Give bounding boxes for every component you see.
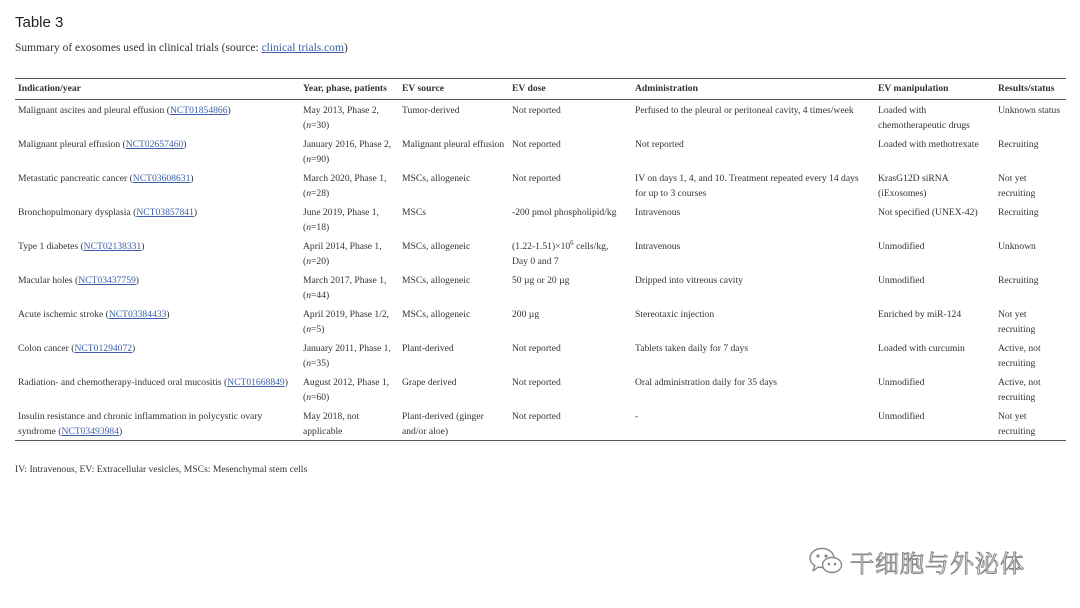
n-symbol: n xyxy=(306,154,311,165)
table-row xyxy=(15,100,1066,135)
patient-count: 28 xyxy=(316,188,327,199)
cell-administration: Dripped into vitreous cavity xyxy=(635,275,743,286)
cell-ev-source: MSCs, allogeneic xyxy=(402,241,471,252)
year-phase-text: March 2017, Phase 1, xyxy=(303,275,387,286)
cell-ev-manipulation: Loaded with methotrexate xyxy=(878,139,979,150)
cell-administration: Oral administration daily for 35 days xyxy=(635,377,778,388)
cell-ev-manipulation: Unmodified xyxy=(878,241,925,252)
table-row xyxy=(15,168,1066,202)
cell-status: Not yet recruiting xyxy=(998,173,1036,199)
patient-count: 5 xyxy=(316,324,322,335)
cell-administration: Tablets taken daily for 7 days xyxy=(635,343,749,354)
cell-ev-source: MSCs, allogeneic xyxy=(402,309,471,320)
cell-status: Active, not recruiting xyxy=(998,343,1041,369)
indication-tail: ) xyxy=(119,426,123,437)
cell-year-phase xyxy=(300,406,399,441)
year-phase-text: May 2018, not applicable xyxy=(303,411,360,437)
cell-year-phase: June 2019, Phase 1, (n=18) xyxy=(303,207,379,233)
year-phase-text: January 2011, Phase 1, xyxy=(303,343,391,354)
nct-link[interactable]: NCT01668849 xyxy=(227,377,285,388)
cell-status: Recruiting xyxy=(998,275,1039,286)
n-symbol: n xyxy=(306,324,311,335)
indication-text: Type 1 diabetes ( xyxy=(18,241,84,252)
n-symbol: n xyxy=(306,188,311,199)
cell-administration: - xyxy=(635,411,639,422)
cell-ev-dose: 50 µg or 20 µg xyxy=(512,275,570,286)
cell-year-phase: May 2013, Phase 2, (n=30) xyxy=(303,105,379,131)
patient-count: 30 xyxy=(316,120,327,131)
cell-administration: Not reported xyxy=(635,139,684,150)
dose-exponent: 6 xyxy=(570,238,574,247)
cell-ev-source: MSCs xyxy=(402,207,426,218)
cell-ev-source: MSCs, allogeneic xyxy=(402,275,471,286)
cell-ev-dose: Not reported xyxy=(512,377,561,388)
cell-ev-dose: Not reported xyxy=(512,139,561,150)
table-row xyxy=(15,236,1066,270)
table-row xyxy=(15,134,1066,168)
indication-tail: ) xyxy=(132,343,136,354)
cell-ev-manipulation: Loaded with chemotherapeutic drugs xyxy=(878,105,970,131)
indication-text: Acute ischemic stroke ( xyxy=(18,309,109,320)
nct-link[interactable]: NCT03493984 xyxy=(61,426,119,437)
patient-count: 18 xyxy=(316,222,327,233)
cell-ev-source: Malignant pleural effusion xyxy=(402,139,505,150)
cell-indication xyxy=(15,270,300,304)
dose-range: (1.22-1.51)×10 xyxy=(512,241,571,252)
cell-ev-dose: Not reported xyxy=(512,173,561,184)
caption-suffix: ) xyxy=(343,42,348,54)
cell-year-phase: January 2011, Phase 1, (n=35) xyxy=(303,343,391,369)
n-symbol: n xyxy=(306,256,311,267)
indication-tail: ) xyxy=(166,309,170,320)
dose-schedule: Day 0 and 7 xyxy=(512,256,559,267)
indication-text: Insulin resistance and chronic inflammation in polycystic ovary syndrome ( xyxy=(18,411,263,437)
indication-text: Colon cancer ( xyxy=(18,343,75,354)
year-phase-text: April 2019, Phase 1/2, xyxy=(303,309,390,320)
nct-link[interactable]: NCT03857841 xyxy=(136,207,194,218)
indication-tail: ) xyxy=(141,241,145,252)
cell-year-phase: August 2012, Phase 1, (n=60) xyxy=(303,377,390,403)
cell-ev-manipulation: Loaded with curcumin xyxy=(878,343,965,354)
cell-status: Unknown xyxy=(998,241,1036,252)
caption-source-link[interactable]: clinical trials.com xyxy=(261,42,344,54)
cell-status: Recruiting xyxy=(998,139,1039,150)
cell-ev-manipulation: KrasG12D siRNA (iExosomes) xyxy=(878,173,949,199)
cell-indication xyxy=(15,236,300,270)
n-symbol: n xyxy=(306,392,311,403)
wechat-icon xyxy=(808,546,844,576)
year-phase-text: August 2012, Phase 1, xyxy=(303,377,390,388)
header-source: EV source xyxy=(399,79,509,100)
cell-ev-dose xyxy=(509,236,632,270)
cell-ev-dose: Not reported xyxy=(512,105,561,116)
cell-ev-dose: 200 µg xyxy=(512,309,540,320)
cell-status: Recruiting xyxy=(998,207,1039,218)
table-footnote: IV: Intravenous, EV: Extracellular vesicles, MSCs: Mesenchymal stem cells xyxy=(15,464,308,475)
patient-count: 44 xyxy=(316,290,327,301)
cell-status: Not yet recruiting xyxy=(998,309,1036,335)
header-status: Results/status xyxy=(995,79,1066,100)
cell-indication xyxy=(15,406,300,441)
indication-text: Malignant pleural effusion ( xyxy=(18,139,126,150)
cell-administration: IV on days 1, 4, and 10. Treatment repeated every 14 days for up to 3 courses xyxy=(635,173,859,199)
cell-indication xyxy=(15,372,300,406)
cell-ev-source: Plant-derived (ginger and/or aloe) xyxy=(402,411,484,437)
watermark xyxy=(808,544,1025,578)
cell-ev-source: Plant-derived xyxy=(402,343,454,354)
indication-tail: ) xyxy=(193,207,198,218)
indication-tail: ) xyxy=(284,377,288,388)
cell-indication xyxy=(15,168,300,202)
cell-indication xyxy=(15,202,300,236)
header-year: Year, phase, patients xyxy=(300,79,399,100)
cell-administration: Intravenous xyxy=(635,207,681,218)
table-row xyxy=(15,406,1066,441)
cell-indication xyxy=(15,100,300,135)
table-row xyxy=(15,372,1066,406)
caption-prefix: Summary of exosomes used in clinical trials (source: xyxy=(15,42,262,54)
cell-year-phase: April 2019, Phase 1/2, (n=5) xyxy=(303,309,390,335)
cell-indication xyxy=(15,304,300,338)
patient-count: 90 xyxy=(316,154,327,165)
cell-ev-manipulation: Unmodified xyxy=(878,275,925,286)
indication-tail: ) xyxy=(135,275,139,286)
table-caption xyxy=(15,42,348,54)
nct-link[interactable]: NCT01294072 xyxy=(74,343,133,354)
indication-text: Macular holes ( xyxy=(18,275,79,286)
indication-tail: ) xyxy=(183,139,187,150)
nct-link[interactable]: NCT02657460 xyxy=(125,139,184,150)
patient-count: 60 xyxy=(316,392,327,403)
cell-administration: Stereotaxic injection xyxy=(635,309,715,320)
year-phase-text: March 2020, Phase 1, xyxy=(303,173,387,184)
indication-tail: ) xyxy=(190,173,194,184)
cell-ev-dose: Not reported xyxy=(512,343,561,354)
cell-year-phase: March 2020, Phase 1, (n=28) xyxy=(303,173,387,199)
table-row xyxy=(15,304,1066,338)
patient-count: 20 xyxy=(316,256,327,267)
cell-administration: Perfused to the pleural or peritoneal cavity, 4 times/week xyxy=(635,105,854,116)
nct-link[interactable]: NCT03384433 xyxy=(108,309,167,320)
cell-ev-manipulation: Unmodified xyxy=(878,411,925,422)
year-phase-text: January 2016, Phase 2, xyxy=(303,139,392,150)
watermark-text: 干细胞与外泌体 xyxy=(850,549,1025,578)
cell-year-phase: March 2017, Phase 1, (n=44) xyxy=(303,275,387,301)
table-title: Table 3 xyxy=(15,14,64,31)
n-symbol: n xyxy=(306,358,311,369)
year-phase-text: May 2013, Phase 2, xyxy=(303,105,379,116)
year-phase-text: June 2019, Phase 1, xyxy=(303,207,379,218)
cell-ev-dose: -200 pmol phospholipid/kg xyxy=(512,207,617,218)
nct-link[interactable]: NCT03437759 xyxy=(78,275,136,286)
cell-ev-manipulation: Enriched by miR-124 xyxy=(878,309,962,320)
clinical-trials-table xyxy=(15,78,1066,441)
table-row xyxy=(15,270,1066,304)
year-phase-text: April 2014, Phase 1, xyxy=(303,241,382,252)
header-administration: Administration xyxy=(632,79,875,100)
nct-link[interactable]: NCT03608631 xyxy=(132,173,191,184)
header-manipulation: EV manipulation xyxy=(875,79,995,100)
cell-indication xyxy=(15,134,300,168)
table-row xyxy=(15,202,1066,236)
cell-indication xyxy=(15,338,300,372)
n-symbol: n xyxy=(306,290,311,301)
cell-ev-source: Tumor-derived xyxy=(402,105,460,116)
indication-text: Malignant ascites and pleural effusion ( xyxy=(18,105,170,116)
cell-year-phase: April 2014, Phase 1, (n=20) xyxy=(303,241,382,267)
table-header-row xyxy=(15,79,1066,100)
nct-link[interactable]: NCT01854866 xyxy=(169,105,228,116)
indication-text: Bronchopulmonary dysplasia ( xyxy=(18,207,137,218)
header-indication: Indication/year xyxy=(15,79,300,100)
cell-ev-manipulation: Not specified (UNEX-42) xyxy=(878,207,978,218)
dose-unit: cells/kg, xyxy=(573,241,609,252)
cell-year-phase: January 2016, Phase 2, (n=90) xyxy=(303,139,392,165)
indication-text: Metastatic pancreatic cancer ( xyxy=(18,173,133,184)
indication-tail: ) xyxy=(227,105,231,116)
cell-ev-source: Grape derived xyxy=(402,377,457,388)
n-symbol: n xyxy=(306,222,311,233)
nct-link[interactable]: NCT02138331 xyxy=(83,241,142,252)
n-symbol: n xyxy=(306,120,311,131)
indication-text: Radiation- and chemotherapy-induced oral mucositis ( xyxy=(18,377,228,388)
cell-ev-manipulation: Unmodified xyxy=(878,377,925,388)
cell-ev-dose: Not reported xyxy=(512,411,561,422)
cell-administration: Intravenous xyxy=(635,241,681,252)
table-row xyxy=(15,338,1066,372)
cell-status: Not yet recruiting xyxy=(998,411,1036,437)
header-dose: EV dose xyxy=(509,79,632,100)
cell-status: Unknown status xyxy=(998,105,1061,116)
cell-ev-source: MSCs, allogeneic xyxy=(402,173,471,184)
patient-count: 35 xyxy=(316,358,327,369)
cell-status: Active, not recruiting xyxy=(998,377,1041,403)
